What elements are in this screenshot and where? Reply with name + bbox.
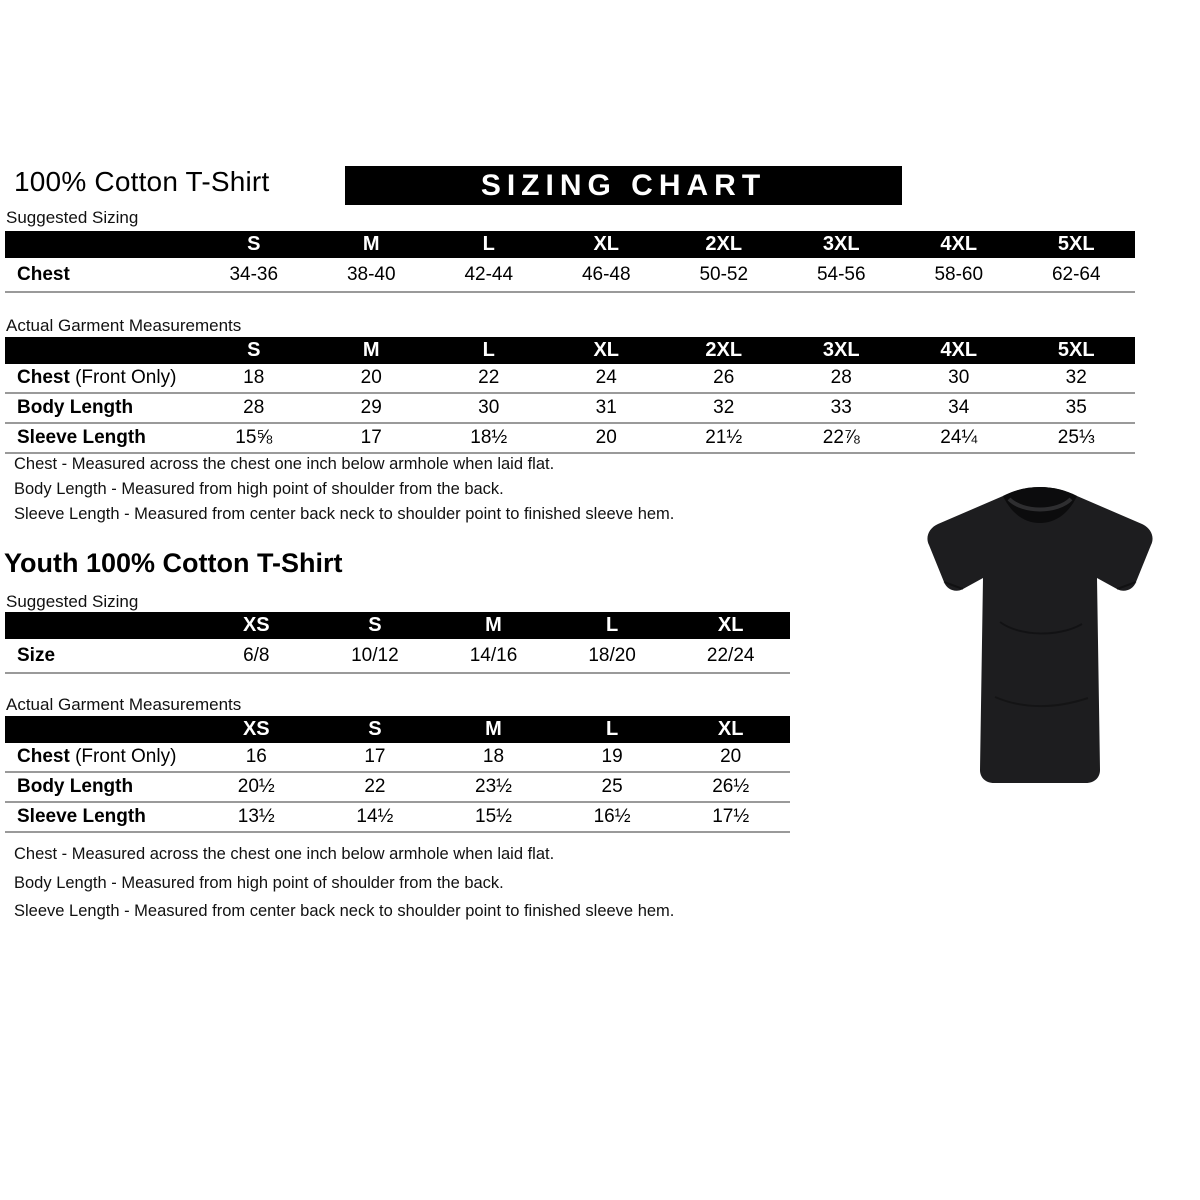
adult-actual-measurements-label: Actual Garment Measurements bbox=[6, 316, 242, 335]
measurement-value-cell: 34-36 bbox=[229, 263, 279, 285]
measurement-value-cell: 28 bbox=[830, 367, 852, 388]
youth-suggested-sizing-table bbox=[5, 612, 790, 674]
page-title: 100% Cotton T-Shirt bbox=[14, 166, 270, 197]
size-column-header: 2XL bbox=[705, 233, 743, 255]
measurement-value-cell: 15½ bbox=[475, 806, 512, 827]
measurement-value-cell: 34 bbox=[948, 397, 970, 418]
note-sleeve-length: Sleeve Length - Measured from center back neck to shoulder point to finished sleeve hem. bbox=[14, 505, 675, 523]
size-column-header: 5XL bbox=[1057, 339, 1095, 361]
measurement-value-cell: 24 bbox=[595, 367, 617, 388]
row-label: Chest (Front Only) bbox=[17, 367, 177, 388]
measurement-value-cell: 35 bbox=[1065, 397, 1087, 418]
youth-actual-measurements-table bbox=[5, 716, 790, 833]
measurement-value-cell: 22 bbox=[364, 776, 386, 797]
table-row bbox=[5, 258, 1135, 293]
measurement-value-cell: 14½ bbox=[356, 806, 394, 827]
measurement-value-cell: 21½ bbox=[705, 427, 743, 448]
measurement-value-cell: 14/16 bbox=[469, 644, 518, 666]
measurement-value-cell: 32 bbox=[713, 397, 735, 418]
measurement-value-cell: 31 bbox=[595, 397, 617, 418]
table-row bbox=[5, 803, 790, 833]
tshirt-product-image bbox=[890, 472, 1190, 817]
measurement-value-cell: 30 bbox=[478, 397, 500, 418]
adult-suggested-sizing-label: Suggested Sizing bbox=[6, 208, 139, 227]
size-column-header: L bbox=[482, 233, 495, 255]
size-column-header: XL bbox=[593, 233, 620, 255]
table-row bbox=[5, 394, 1135, 424]
measurement-value-cell: 10/12 bbox=[351, 644, 399, 666]
size-column-header: L bbox=[605, 718, 619, 740]
row-label: Size bbox=[17, 644, 56, 666]
row-label: Body Length bbox=[17, 776, 134, 797]
table-header-row bbox=[5, 337, 1135, 364]
measurement-value-cell: 16½ bbox=[593, 806, 631, 827]
measurement-value-cell: 22 bbox=[478, 367, 500, 388]
measurement-value-cell: 28 bbox=[243, 397, 265, 418]
size-column-header: M bbox=[485, 718, 502, 740]
size-column-header: S bbox=[247, 233, 261, 255]
measurement-value-cell: 18½ bbox=[470, 427, 508, 448]
black-tshirt-graphic bbox=[890, 472, 1190, 817]
measurement-value-cell: 58-60 bbox=[934, 263, 984, 285]
size-column-header: XL bbox=[717, 614, 744, 636]
size-column-header: XL bbox=[717, 718, 744, 740]
size-column-header: S bbox=[368, 614, 382, 636]
measurement-value-cell: 20 bbox=[595, 427, 617, 448]
row-label: Sleeve Length bbox=[17, 806, 146, 827]
measurement-value-cell: 42-44 bbox=[464, 263, 514, 285]
row-label: Chest bbox=[17, 263, 70, 285]
youth-measurement-notes bbox=[14, 840, 674, 926]
table-header-row bbox=[5, 716, 790, 743]
row-label: Body Length bbox=[17, 397, 134, 418]
sizing-chart-banner: SIZING CHART bbox=[345, 166, 902, 205]
note-chest: Chest - Measured across the chest one inch below armhole when laid flat. bbox=[14, 845, 555, 863]
measurement-value-cell: 38-40 bbox=[346, 263, 396, 285]
measurement-value-cell: 24¼ bbox=[940, 427, 978, 448]
size-column-header: 3XL bbox=[822, 339, 860, 361]
measurement-value-cell: 26 bbox=[713, 367, 735, 388]
measurement-value-cell: 30 bbox=[948, 367, 970, 388]
note-body-length: Body Length - Measured from high point of shoulder from the back. bbox=[14, 873, 504, 892]
measurement-value-cell: 20 bbox=[720, 746, 742, 767]
measurement-value-cell: 25⅓ bbox=[1057, 427, 1095, 448]
measurement-value-cell: 15⅝ bbox=[235, 427, 273, 448]
measurement-value-cell: 13½ bbox=[237, 806, 275, 827]
measurement-value-cell: 22/24 bbox=[706, 644, 755, 666]
size-column-header: XS bbox=[242, 718, 270, 740]
row-label: Sleeve Length bbox=[17, 427, 146, 448]
table-row bbox=[5, 773, 790, 803]
measurement-value-cell: 17½ bbox=[712, 806, 750, 827]
note-chest: Chest - Measured across the chest one inch below armhole when laid flat. bbox=[14, 455, 555, 473]
size-column-header: 4XL bbox=[940, 233, 978, 255]
table-row bbox=[5, 639, 790, 674]
size-column-header: 5XL bbox=[1057, 233, 1095, 255]
size-column-header: L bbox=[482, 339, 495, 361]
measurement-value-cell: 33 bbox=[830, 397, 852, 418]
adult-suggested-sizing-table bbox=[5, 231, 1135, 293]
measurement-value-cell: 46-48 bbox=[581, 263, 631, 285]
size-column-header: M bbox=[362, 233, 380, 255]
measurement-value-cell: 22⅞ bbox=[822, 427, 860, 448]
measurement-value-cell: 17 bbox=[364, 746, 386, 767]
table-row bbox=[5, 424, 1135, 454]
measurement-value-cell: 18 bbox=[243, 367, 265, 388]
measurement-value-cell: 29 bbox=[360, 397, 382, 418]
size-column-header: L bbox=[605, 614, 619, 636]
table-row bbox=[5, 743, 790, 773]
size-column-header: 3XL bbox=[822, 233, 860, 255]
measurement-value-cell: 16 bbox=[245, 746, 267, 767]
size-column-header: XS bbox=[242, 614, 270, 636]
measurement-value-cell: 18 bbox=[482, 746, 505, 767]
adult-measurement-notes bbox=[14, 452, 674, 527]
measurement-value-cell: 54-56 bbox=[816, 263, 866, 285]
size-column-header: S bbox=[247, 339, 261, 361]
measurement-value-cell: 25 bbox=[601, 776, 623, 797]
youth-actual-measurements-label: Actual Garment Measurements bbox=[6, 695, 242, 714]
size-column-header: 4XL bbox=[940, 339, 978, 361]
measurement-value-cell: 6/8 bbox=[243, 644, 270, 666]
size-column-header: XL bbox=[593, 339, 620, 361]
size-column-header: M bbox=[362, 339, 380, 361]
note-sleeve-length: Sleeve Length - Measured from center back neck to shoulder point to finished sleeve hem. bbox=[14, 902, 675, 920]
table-row bbox=[5, 364, 1135, 394]
size-column-header: S bbox=[368, 718, 382, 740]
measurement-value-cell: 20 bbox=[360, 367, 382, 388]
measurement-value-cell: 32 bbox=[1065, 367, 1087, 388]
measurement-value-cell: 19 bbox=[601, 746, 623, 767]
size-column-header: 2XL bbox=[705, 339, 743, 361]
table-header-row bbox=[5, 612, 790, 639]
measurement-value-cell: 26½ bbox=[712, 776, 750, 797]
measurement-value-cell: 18/20 bbox=[588, 644, 636, 666]
adult-actual-measurements-table bbox=[5, 337, 1135, 454]
measurement-value-cell: 23½ bbox=[475, 776, 512, 797]
youth-suggested-sizing-label: Suggested Sizing bbox=[6, 592, 139, 611]
size-column-header: M bbox=[485, 614, 502, 636]
row-label: Chest (Front Only) bbox=[17, 746, 177, 767]
table-header-row bbox=[5, 231, 1135, 258]
measurement-value-cell: 17 bbox=[360, 427, 382, 448]
note-body-length: Body Length - Measured from high point of shoulder from the back. bbox=[14, 480, 504, 498]
measurement-value-cell: 62-64 bbox=[1051, 263, 1101, 285]
measurement-value-cell: 20½ bbox=[237, 776, 275, 797]
measurement-value-cell: 50-52 bbox=[699, 263, 749, 285]
youth-section-title: Youth 100% Cotton T-Shirt bbox=[4, 548, 343, 578]
